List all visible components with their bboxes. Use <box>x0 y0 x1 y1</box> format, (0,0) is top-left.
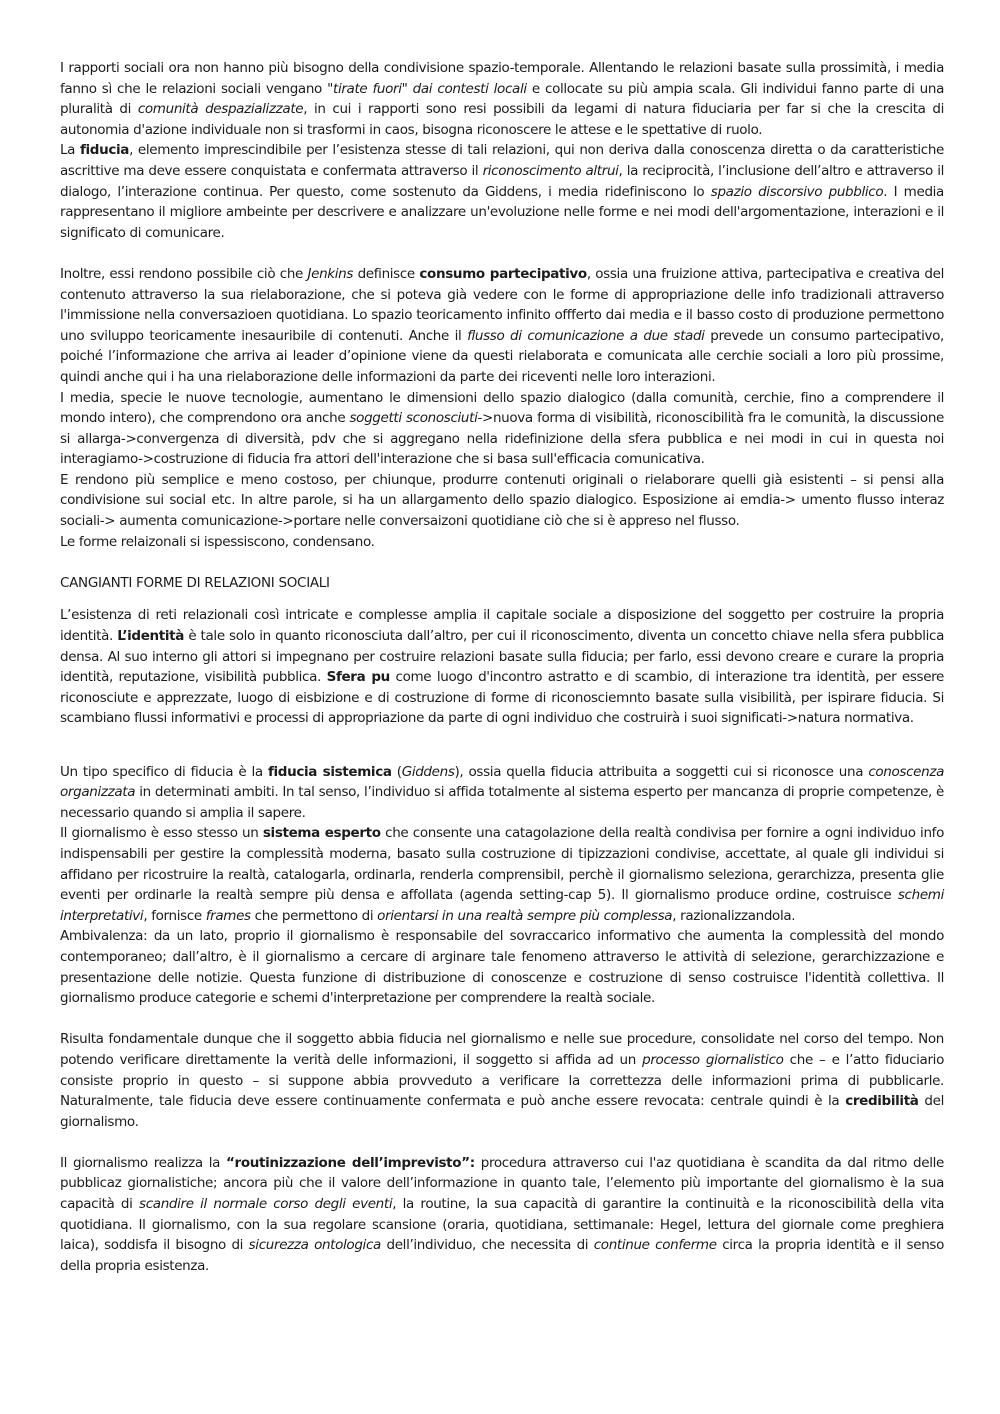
bold-term: L’identità <box>117 628 185 645</box>
text-run: e collocate su più ampia scala. Gli individui fanno parte di una pluralità di <box>60 80 944 118</box>
body-paragraph <box>60 926 944 1008</box>
text-run: circa la propria identità e il senso della propria esistenza. <box>60 1237 945 1274</box>
text-run: I rapporti sociali ora non hanno più bisogno della condivisione spazio-temporale. Allentando le relazioni basate sulla prossimità, i media fanno sì che le relazioni sociali vengano <box>60 60 944 97</box>
bold-term: Sfera pu <box>326 669 390 686</box>
text-run: , in cui i rapporti sono resi possibili da legami di natura fiduciaria per far si che la crescita di autonomia d'azione individuale non si trasformi in caos, bisogna riconoscere le attese e le spettative di ruolo. <box>60 101 945 138</box>
italic-term: Jenkins <box>307 265 354 282</box>
text-run: definisce <box>353 265 420 282</box>
document-body <box>60 58 944 1276</box>
text-run: dell’individuo, che necessita di <box>380 1237 594 1254</box>
text-run: I media, specie le nuove tecnologie, aumentano le dimensioni dello spazio dialogico (dalla comunità, cerchie, fino a comprendere il mondo intero), che comprendono ora anche <box>60 389 944 427</box>
text-run: prevede un consumo partecipativo, poiché l’informazione che arriva ai leader d’opinione viene da questi rielaborata e comunicata alle cerchie sociali a loro più prossime, quindi anche qui i ha una rielaborazione delle informazioni da parte dei riceventi nelle loro interazioni. <box>60 327 944 385</box>
text-run: La <box>60 142 80 159</box>
italic-term: Giddens <box>401 763 455 780</box>
text-run: che permettono di <box>250 907 378 924</box>
text-run: che – e l’atto fiduciario consiste proprio in questo – si suppone abbia provveduto a verificare la correttezza delle informazioni prima di pubblicarle. Naturalmente, tale fiducia deve essere continuamente confermata e può anche essere revocata: centrale quindi è la <box>60 1051 944 1110</box>
text-run: . I media rappresentano il migliore ambeinte per descrivere e analizzare un'evoluzione nelle forme e nei modi dell'argomentazione, interazioni e il significato di comunicare. <box>60 183 944 241</box>
italic-term: continue conferme <box>593 1237 717 1254</box>
paragraph-spacer <box>60 593 944 605</box>
body-paragraph <box>60 470 944 532</box>
bold-term: fiducia <box>80 142 130 159</box>
text-run: del giornalismo. <box>60 1093 944 1130</box>
paragraph-spacer <box>60 552 944 573</box>
body-paragraph <box>60 762 944 824</box>
paragraph-spacer <box>60 1009 944 1030</box>
body-paragraph <box>60 264 944 388</box>
bold-term: “routinizzazione dell’imprevisto”: <box>226 1154 475 1171</box>
italic-term: frames <box>205 907 251 924</box>
italic-term: spazio discorsivo pubblico <box>710 183 884 200</box>
italic-term: scandire il normale corso degli eventi <box>139 1196 393 1213</box>
body-paragraph <box>60 1029 944 1132</box>
text-run: Un tipo specifico di fiducia è la <box>60 763 268 780</box>
italic-term: riconoscimento altrui <box>482 162 619 179</box>
bold-term: consumo partecipativo <box>419 265 587 282</box>
text-run: è tale solo in quanto riconosciuta dall’altro, per cui il riconoscimento, diventa un concetto chiave nella sfera pubblica densa. Al suo interno gli attori si impegnano per costruire relazioni basate sulla fiducia; per farlo, essi devono creare e curare la propria identità, reputazione, visibilità pubblica. <box>60 628 945 686</box>
body-paragraph <box>60 1153 944 1277</box>
bold-term: fiducia sistemica <box>268 763 392 780</box>
text-run: , razionalizzandola. <box>672 907 796 924</box>
italic-term: flusso di comunicazione a due stadi <box>467 327 705 344</box>
paragraph-spacer <box>60 1132 944 1153</box>
text-run: ( <box>391 763 402 780</box>
paragraph-spacer <box>60 243 944 264</box>
italic-term: orientarsi in una realtà sempre più complessa <box>377 907 673 924</box>
body-paragraph <box>60 532 944 553</box>
italic-term: sicurezza ontologica <box>248 1237 381 1254</box>
text-run: Le forme relaizonali si ispessiscono, condensano. <box>60 533 375 550</box>
paragraph-spacer <box>60 729 944 750</box>
text-run: Ambivalenza: da un lato, proprio il giornalismo è responsabile del sovraccarico informativo che aumenta la complessità del mondo contemporaneo; dall’altro, è il giornalismo a cercare di arginare tale fenomeno attraverso le attività di selezione, gerarchizzazione e presentazione delle notizie. Questa funzione di distribuzione di conoscenze e costruzione di senso costruisce l'identità collettiva. Il giornalismo produce categorie e schemi d'interpretazione per comprendere la realtà sociale. <box>60 928 944 1007</box>
paragraph-spacer <box>60 750 944 762</box>
body-paragraph <box>60 388 944 470</box>
italic-term: schemi interpretativi <box>60 887 944 924</box>
body-paragraph <box>60 58 944 140</box>
bold-term: credibilità <box>845 1093 919 1110</box>
text-run: L’esistenza di reti relazionali così intricate e complesse amplia il capitale sociale a disposizione del soggetto per costruire la propria identità. <box>60 607 944 645</box>
section-heading: CANGIANTI FORME DI RELAZIONI SOCIALI <box>60 574 330 591</box>
text-run: , la routine, la sua capacità di garantire la continuità e la riconoscibilità della vita quotidiana. Il giornalismo, con la sua regolare scansione (oraria, quotidiana, settimanale: Hegel, lettura del giornale come preghiera laica), soddisfa il bisogno di <box>60 1196 945 1254</box>
italic-term: soggetti sconosciuti <box>349 410 478 427</box>
text-run: Risulta fondamentale dunque che il soggetto abbia fiducia nel giornalismo e nelle sue procedure, consolidate nel corso del tempo. Non potendo verificare direttamente la verità delle informazioni, il soggetto si affida ad un <box>60 1031 944 1068</box>
text-run: ), ossia quella fiducia attribuita a soggetti cui si riconosce una <box>454 763 869 780</box>
text-run: , la reciprocità, l’inclusione dell’altro e attraverso il dialogo, l’interazione continua. Per questo, come sostenuto da Giddens, i media ridefiniscono lo <box>60 162 944 200</box>
text-run: , fornisce <box>143 907 206 924</box>
italic-term: conoscenza organizzata <box>60 763 944 801</box>
body-paragraph <box>60 823 944 926</box>
text-run: ->nuova forma di visibilità, riconoscibilità fra le comunità, la discussione si allarga->convergenza di diversità, pdv che si aggregano nella ridefinizione della sfera pubblica e nei modi in cui in questa noi interagiamo->costruzione di fiducia fra attori dell'interazione che si basa sull'efficacia comunicativa. <box>60 410 944 468</box>
text-run: Il giornalismo realizza la <box>60 1154 227 1171</box>
text-run: procedura attraverso cui l'az quotidiana è scandita da dal ritmo delle pubblicaz giornalistiche; ancora più che il valore dell’informazione in quanto tale, l’elemento più importante del giornalismo è la sua capacità di <box>60 1154 944 1213</box>
italic-term: processo giornalistico <box>642 1051 784 1068</box>
body-paragraph <box>60 140 944 243</box>
text-run: E rendono più semplice e meno costoso, per chiunque, produrre contenuti originali o rielaborare quelli già esistenti – si pensi alla condivisione sui social etc. In altre parole, si ha un allargamento dello spazio dialogico. Esposizione ai emdia-> umento flusso interaz sociali-> aumenta comunicazione->portare nelle conversaizoni quotidiane ciò che si è appreso nel flusso. <box>60 471 944 530</box>
text-run: , ossia una fruizione attiva, partecipativa e creativa del contenuto attraverso la sua rielaborazione, che si poteva già vedere con le forme di appropriazione delle info tradizionali attraverso l'immissione nella conversazioen quotidiana. Lo spazio teoricamento infinito offferto dai media e il basso costo di produzione permettono uno sviluppo teoricamente inesauribile di contenuti. Anche il <box>60 265 944 344</box>
italic-term: comunità despazializzate <box>137 101 304 118</box>
bold-term: sistema esperto <box>262 825 381 842</box>
text-run: che consente una catagolazione della realtà condivisa per fornire a ogni individuo info indispensabili per gestire la complessità moderna, basato sulla costruzione di tipizzazioni condivise, accettate, al quale gli individui si affidano per ricostruire la realtà, catalogarla, ordinarla, renderla comprensibil, perchè il giornalismo seleziona, gerarchizza, presenta glie eventi per ordinarle la realtà sempre più densa e affollata (agenda setting-cap 5). Il giornalismo produce ordine, costruisce <box>60 825 944 904</box>
text-run: come luogo d'incontro astratto e di scambio, di interazione tra identità, per essere riconosciute e apprezzate, luogo di eisbizione e di costruzione di forme di riconosciemnto basate sulla visibilità, per ispirare fiducia. Si scambiano flussi informativi e processi di appropriazione da parte di ogni individuo che costruirà i suoi significati->natura normativa. <box>60 669 945 727</box>
italic-term: "tirate fuori" dai contesti locali <box>327 80 527 97</box>
text-run: in determinati ambiti. In tal senso, l’individuo si affida totalmente al sistema esperto per mancanza di proprie competenze, è necessario quando si amplia il sapere. <box>60 784 944 821</box>
text-run: Inoltre, essi rendono possibile ciò che <box>60 265 308 282</box>
body-paragraph <box>60 605 944 729</box>
text-run: Il giornalismo è esso stesso un <box>60 825 263 842</box>
text-run: , elemento imprescindibile per l’esistenza stesse di tali relazioni, qui non deriva dalla conoscenza diretta o da caratteristiche ascrittive ma deve essere conquistata e confermata attraverso il <box>60 142 944 179</box>
